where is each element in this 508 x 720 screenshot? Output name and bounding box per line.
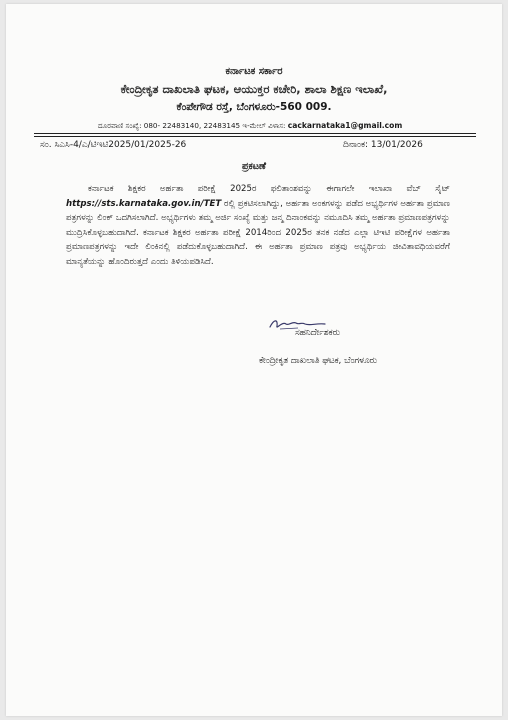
government-title: ಕರ್ನಾಟಕ ಸರ್ಕಾರ <box>225 66 283 77</box>
contact-email: cackarnataka1@gmail.com <box>287 121 403 130</box>
body-part-2: ರಲ್ಲಿ ಪ್ರಕಟಿಸಲಾಗಿದ್ದು, ಅರ್ಹತಾ ಅಂಕಗಳನ್ನು ಪಡೆದ ಅಭ್ಯರ್ಥಿಗಳ ಅರ್ಹತಾ ಪ್ರಮಾಣ ಪತ್ರಗಳನ್ನು ಲಿಂಕ್ ಒದಗಿಸಲಾಗಿದೆ. ಅಭ್ಯರ್ಥಿಗಳು ತಮ್ಮ ಅರ್ಜಿ ಸಂಖ್ಯೆ ಮತ್ತು ಜನ್ಮ ದಿನಾಂಕವನ್ನು ನಮೂದಿಸಿ ತಮ್ಮ ಅರ್ಹತಾ ಪ್ರಮಾಣಪತ್ರಗಳನ್ನು ಮುದ್ರಿಸಿಕೊಳ್ಳಬಹುದಾಗಿದೆ. ಕರ್ನಾಟಕ ಶಿಕ್ಷಕರ ಅರ್ಹತಾ ಪರೀಕ್ಷೆ 2014ರಿಂದ 2025ರ ತನಕ ನಡೆದ ಎಲ್ಲಾ ಟಿಇಟಿ ಪರೀಕ್ಷೆಗಳ ಅರ್ಹತಾ ಪ್ರಮಾಣಪತ್ರಗಳನ್ನು ಇದೇ ಲಿಂಕಿನಲ್ಲಿ ಪಡೆದುಕೊಳ್ಳಬಹುದಾಗಿದೆ. ಈ ಅರ್ಹತಾ ಪ್ರಮಾಣ ಪತ್ರವು ಅಭ್ಯರ್ಥಿಯ ಜೀವಿತಾವಧಿಯವರೆಗೆ ಮಾನ್ಯತೆಯನ್ನು ಹೊಂದಿರುತ್ತದೆ ಎಂದು ತಿಳಿಯಪಡಿಸಿದೆ. <box>66 198 450 267</box>
header-rule-thin <box>34 136 476 137</box>
reference-number: ಸಂ. ಸಿಎಸಿ-4/ಎ/ಟಿಇಟಿ2025/01/2025-26 <box>40 140 187 150</box>
document-page <box>6 4 502 716</box>
notice-heading: ಪ್ರಕಟಣೆ <box>242 161 266 172</box>
signatory-office: ಕೇಂದ್ರೀಕೃತ ದಾಖಲಾತಿ ಘಟಕ, ಬೆಂಗಳೂರು <box>259 356 378 366</box>
signatory-role: ಸಹನಿರ್ದೇಶಕರು <box>295 328 341 338</box>
body-part-1: ಕರ್ನಾಟಕ ಶಿಕ್ಷಕರ ಅರ್ಹತಾ ಪರೀಕ್ಷೆ 2025ರ ಫಲಿತಾಂಶವನ್ನು ಈಗಾಗಲೇ ಇಲಾಖಾ ವೆಬ್ ಸೈಟ್ <box>88 184 450 194</box>
notice-date: ದಿನಾಂಕ: 13/01/2026 <box>343 140 423 150</box>
office-address: ಕೆಂಪೇಗೌಡ ರಸ್ತೆ, ಬೆಂಗಳೂರು-560 009. <box>176 101 332 113</box>
website-link[interactable]: https://sts.karnataka.gov.in/TET <box>66 198 222 209</box>
header-rule-thick <box>34 133 476 134</box>
office-name: ಕೇಂದ್ರೀಕೃತ ದಾಖಲಾತಿ ಘಟಕ, ಆಯುಕ್ತರ ಕಚೇರಿ, ಶಾಲಾ ಶಿಕ್ಷಣ ಇಲಾಖೆ, <box>120 82 388 96</box>
notice-body <box>66 182 450 270</box>
contact-line <box>98 121 402 131</box>
contact-phone: ದೂರವಾಣಿ ಸಂಖ್ಯೆ: 080- 22483140, 22483145 ಇ-ಮೇಲ್ ವಿಳಾಸ: <box>98 121 288 130</box>
